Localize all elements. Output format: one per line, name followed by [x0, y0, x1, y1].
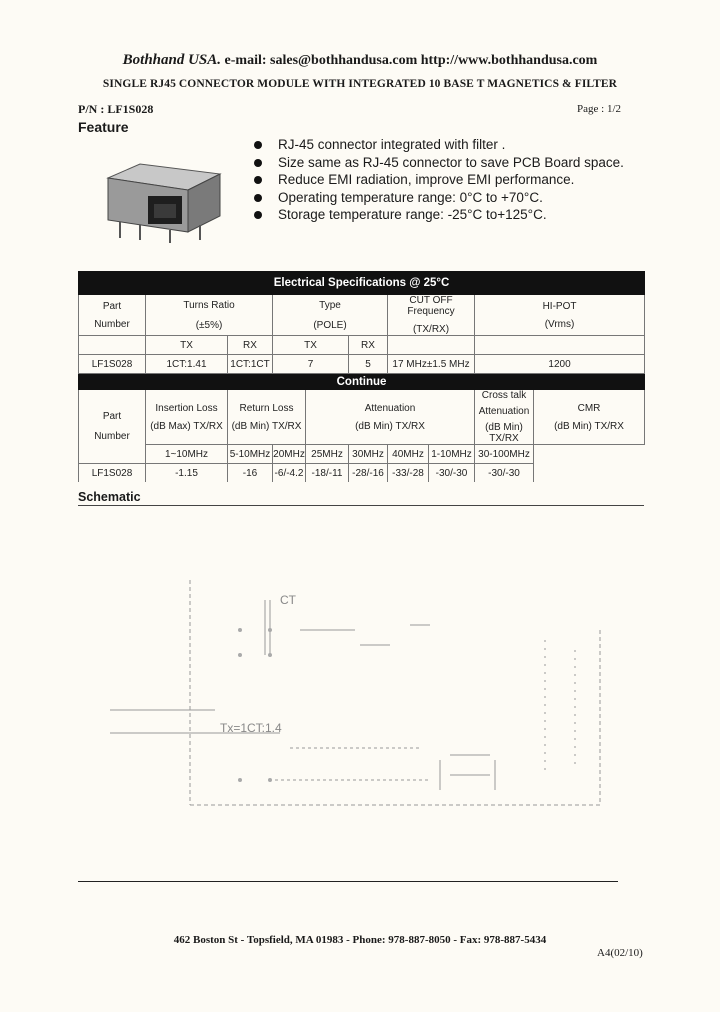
- value-cell: -33/-28: [388, 464, 429, 483]
- schematic-heading: Schematic: [78, 490, 141, 504]
- turns-rx-value: 1CT:1CT: [228, 355, 273, 374]
- schematic-diagram: [90, 570, 610, 810]
- footer-divider: [78, 881, 618, 882]
- crosstalk-header: [475, 390, 534, 445]
- return-loss-header: [228, 390, 306, 445]
- value-cell: -1.15: [146, 464, 228, 483]
- company-name: Bothhand USA.: [122, 52, 222, 68]
- attenuation-label: Attenuation: [364, 402, 416, 414]
- empty-cell: [388, 336, 475, 355]
- value-cell: -16: [228, 464, 273, 483]
- type-header: [273, 295, 388, 316]
- cutoff-header: [388, 295, 475, 336]
- insertion-loss-header: [146, 390, 228, 445]
- feature-item: RJ-45 connector integrated with filter .: [250, 136, 624, 154]
- feature-heading: Feature: [78, 119, 129, 135]
- type-pole: (POLE): [273, 315, 388, 336]
- type-label: Type: [319, 299, 341, 311]
- company-contact: e-mail: sales@bothhandusa.com http://www.bothhandusa.com: [224, 53, 598, 68]
- crosstalk-label-2: Attenuation: [478, 406, 530, 417]
- crosstalk-unit: (dB Min) TX/RX: [485, 422, 523, 444]
- freq-cell: 30-100MHz: [475, 445, 534, 464]
- freq-cell: 30MHz: [349, 445, 388, 464]
- feature-item: Storage temperature range: -25°C to+125°C.: [250, 206, 624, 224]
- turns-tx-value: 1CT:1.41: [146, 355, 228, 374]
- turns-ratio-header: [146, 295, 273, 316]
- cmr-label: CMR: [577, 402, 601, 414]
- number-label: Number: [94, 431, 130, 442]
- hipot-unit: (Vrms): [544, 318, 575, 330]
- feature-list: [250, 136, 624, 224]
- revision-code: A4(02/10): [597, 947, 643, 959]
- attenuation-unit: (dB Min) TX/RX: [355, 420, 425, 432]
- attenuation-header: [306, 390, 475, 445]
- return-loss-unit: (dB Min) TX/RX: [231, 420, 302, 432]
- spec-table-title: Electrical Specifications @ 25°C: [79, 272, 645, 295]
- schematic-tx-label: Tx=1CT:1.4: [220, 721, 282, 735]
- freq-cell: 40MHz: [388, 445, 429, 464]
- cutoff-unit: (TX/RX): [412, 324, 450, 335]
- type-tx-value: 7: [273, 355, 349, 374]
- part-number: P/N : LF1S028: [78, 102, 154, 116]
- freq-cell: 5-10MHz: [228, 445, 273, 464]
- turns-tx-header: TX: [146, 336, 228, 355]
- freq-cell: 20MHz: [273, 445, 306, 464]
- freq-cell: 1~10MHz: [146, 445, 228, 464]
- cmr-unit: (dB Min) TX/RX: [554, 420, 624, 432]
- electrical-spec-table: [78, 271, 645, 482]
- page-indicator: Page : 1/2: [577, 103, 621, 115]
- row-part: LF1S028: [79, 355, 146, 374]
- cutoff-label: CUT OFF Frequency: [407, 295, 455, 317]
- hipot-label: HI-POT: [542, 300, 577, 312]
- part-number-header-2: [79, 390, 146, 464]
- type-rx-header: RX: [349, 336, 388, 355]
- turns-rx-header: RX: [228, 336, 273, 355]
- company-header: [0, 52, 720, 69]
- hipot-header: [475, 295, 645, 336]
- hipot-value: 1200: [475, 355, 645, 374]
- value-cell: -30/-30: [475, 464, 534, 483]
- empty-cell: [79, 336, 146, 355]
- crosstalk-label: Cross talk: [481, 390, 527, 401]
- insertion-loss-unit: (dB Max) TX/RX: [150, 420, 223, 432]
- cutoff-value: 17 MHz±1.5 MHz: [388, 355, 475, 374]
- value-cell: -28/-16: [349, 464, 388, 483]
- return-loss-label: Return Loss: [239, 402, 294, 414]
- type-tx-header: TX: [273, 336, 349, 355]
- feature-item: Reduce EMI radiation, improve EMI performance.: [250, 171, 624, 189]
- value-cell: -30/-30: [429, 464, 475, 483]
- part-number-header: [79, 295, 146, 336]
- empty-cell: [475, 336, 645, 355]
- turns-tolerance: (±5%): [146, 315, 273, 336]
- schematic-ct-label: CT: [280, 593, 296, 607]
- cmr-header: [534, 390, 645, 445]
- part-label: Part: [102, 300, 122, 312]
- schematic-divider: [78, 505, 644, 506]
- value-cell: -18/-11: [306, 464, 349, 483]
- insertion-loss-label: Insertion Loss: [155, 402, 218, 414]
- type-rx-value: 5: [349, 355, 388, 374]
- row-part: LF1S028: [79, 464, 146, 483]
- connector-photo: [100, 160, 235, 245]
- part-label: Part: [102, 411, 122, 422]
- freq-cell: 1-10MHz: [429, 445, 475, 464]
- feature-item: Operating temperature range: 0°C to +70°C.: [250, 189, 624, 207]
- feature-item: Size same as RJ-45 connector to save PCB Board space.: [250, 154, 624, 172]
- number-label: Number: [94, 318, 130, 330]
- value-cell: -6/-4.2: [273, 464, 306, 483]
- turns-ratio-label: Turns Ratio: [183, 299, 235, 311]
- freq-cell: 25MHz: [306, 445, 349, 464]
- document-title: SINGLE RJ45 CONNECTOR MODULE WITH INTEGRATED 10 BASE T MAGNETICS & FILTER: [102, 78, 618, 90]
- continue-title: Continue: [79, 374, 645, 390]
- footer-address: 462 Boston St - Topsfield, MA 01983 - Phone: 978-887-8050 - Fax: 978-887-5434: [173, 934, 547, 946]
